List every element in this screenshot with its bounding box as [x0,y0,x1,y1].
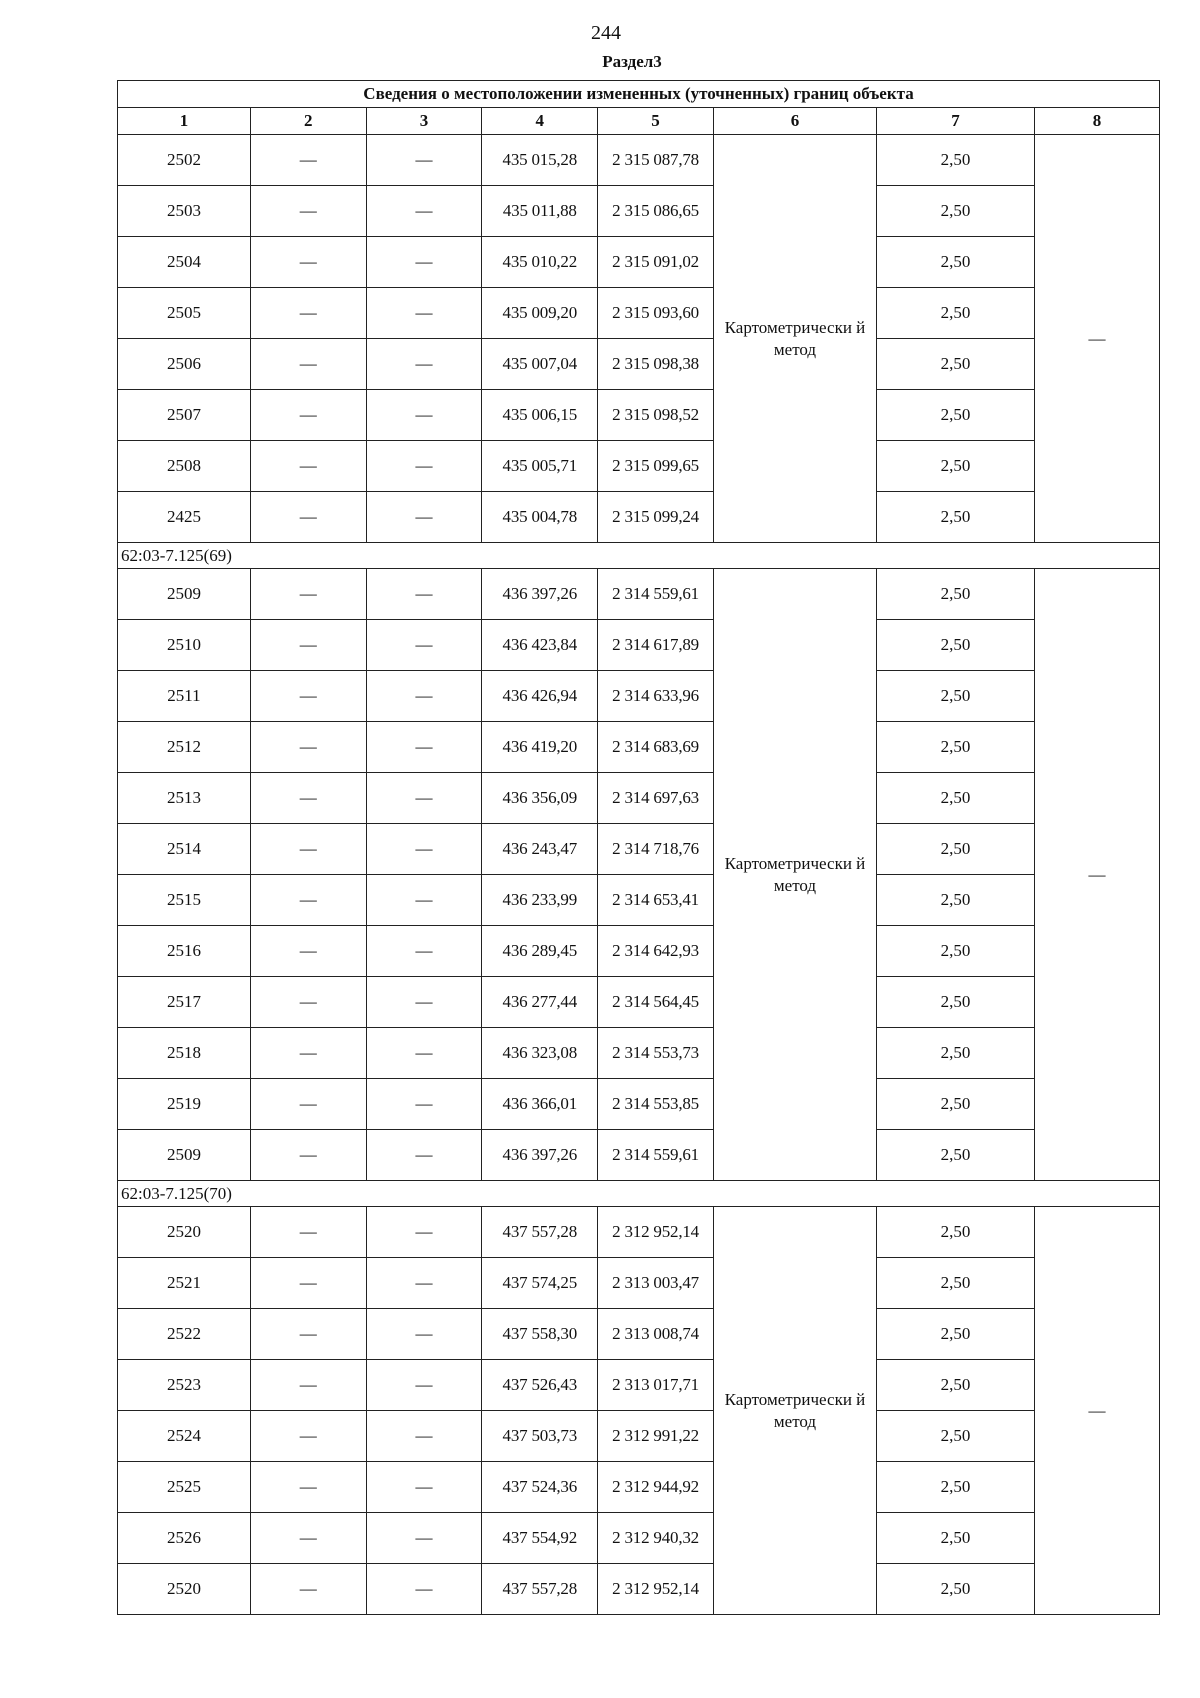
coordinate-y-cell: 2 312 944,92 [598,1462,714,1513]
column-number: 2 [250,108,366,135]
accuracy-cell: 2,50 [877,1258,1035,1309]
point-number-cell: 2505 [118,288,251,339]
column-3-cell: — [366,1411,482,1462]
point-number-cell: 2504 [118,237,251,288]
table-row [118,237,1160,288]
table-row [118,671,1160,722]
point-number-cell: 2524 [118,1411,251,1462]
coordinate-y-cell: 2 314 683,69 [598,722,714,773]
coordinate-y-cell: 2 312 952,14 [598,1564,714,1615]
point-number-cell: 2507 [118,390,251,441]
table-row [118,569,1160,620]
column-3-cell: — [366,1079,482,1130]
column-3-cell: — [366,390,482,441]
table-row [118,1130,1160,1181]
point-number-cell: 2523 [118,1360,251,1411]
table-row [118,186,1160,237]
accuracy-cell: 2,50 [877,1028,1035,1079]
table-row [118,1309,1160,1360]
coordinate-y-cell: 2 314 564,45 [598,977,714,1028]
accuracy-cell: 2,50 [877,339,1035,390]
coordinate-y-cell: 2 315 086,65 [598,186,714,237]
column-2-cell: — [250,671,366,722]
table-row [118,926,1160,977]
table-row [118,1513,1160,1564]
coordinate-y-cell: 2 314 559,61 [598,1130,714,1181]
column-3-cell: — [366,773,482,824]
coordinate-y-cell: 2 314 553,85 [598,1079,714,1130]
accuracy-cell: 2,50 [877,288,1035,339]
accuracy-cell: 2,50 [877,824,1035,875]
column-2-cell: — [250,237,366,288]
column-number: 5 [598,108,714,135]
coordinate-x-cell: 437 557,28 [482,1207,598,1258]
coordinate-x-cell: 437 574,25 [482,1258,598,1309]
coordinate-y-cell: 2 315 098,38 [598,339,714,390]
column-2-cell: — [250,1513,366,1564]
coordinate-y-cell: 2 314 559,61 [598,569,714,620]
table-row [118,1564,1160,1615]
accuracy-cell: 2,50 [877,620,1035,671]
coordinate-x-cell: 436 397,26 [482,1130,598,1181]
table-row [118,1207,1160,1258]
point-number-cell: 2509 [118,1130,251,1181]
column-3-cell: — [366,620,482,671]
accuracy-cell: 2,50 [877,237,1035,288]
column-number: 4 [482,108,598,135]
column-2-cell: — [250,492,366,543]
accuracy-cell: 2,50 [877,441,1035,492]
coordinate-x-cell: 435 004,78 [482,492,598,543]
coordinate-y-cell: 2 315 099,24 [598,492,714,543]
table-row [118,441,1160,492]
column-3-cell: — [366,339,482,390]
column-number: 7 [877,108,1035,135]
coordinate-x-cell: 436 423,84 [482,620,598,671]
coordinate-y-cell: 2 314 633,96 [598,671,714,722]
column-2-cell: — [250,1360,366,1411]
point-number-cell: 2514 [118,824,251,875]
point-number-cell: 2525 [118,1462,251,1513]
column-2-cell: — [250,926,366,977]
coordinate-x-cell: 437 554,92 [482,1513,598,1564]
cadastral-group-label: 62:03-7.125(69) [118,543,1160,569]
coordinate-y-cell: 2 314 653,41 [598,875,714,926]
table-row [118,773,1160,824]
coordinate-x-cell: 436 277,44 [482,977,598,1028]
method-cell: Картометрически й метод [713,569,876,1181]
column-3-cell: — [366,237,482,288]
coordinate-y-cell: 2 313 017,71 [598,1360,714,1411]
point-number-cell: 2517 [118,977,251,1028]
column-3-cell: — [366,1207,482,1258]
column-3-cell: — [366,722,482,773]
method-cell: Картометрически й метод [713,135,876,543]
coordinate-x-cell: 436 323,08 [482,1028,598,1079]
column-number: 1 [118,108,251,135]
coordinate-x-cell: 436 356,09 [482,773,598,824]
column-8-cell: — [1035,569,1160,1181]
coordinate-x-cell: 435 009,20 [482,288,598,339]
accuracy-cell: 2,50 [877,492,1035,543]
point-number-cell: 2521 [118,1258,251,1309]
column-3-cell: — [366,1258,482,1309]
column-2-cell: — [250,1309,366,1360]
boundary-table [117,80,1160,1615]
coordinate-y-cell: 2 315 098,52 [598,390,714,441]
column-3-cell: — [366,441,482,492]
column-3-cell: — [366,288,482,339]
accuracy-cell: 2,50 [877,1130,1035,1181]
accuracy-cell: 2,50 [877,1462,1035,1513]
table-row [118,339,1160,390]
point-number-cell: 2526 [118,1513,251,1564]
point-number-cell: 2510 [118,620,251,671]
accuracy-cell: 2,50 [877,1309,1035,1360]
table-row [118,977,1160,1028]
column-2-cell: — [250,441,366,492]
point-number-cell: 2520 [118,1207,251,1258]
column-2-cell: — [250,569,366,620]
column-number: 8 [1035,108,1160,135]
column-number: 3 [366,108,482,135]
coordinate-y-cell: 2 314 617,89 [598,620,714,671]
coordinate-x-cell: 435 011,88 [482,186,598,237]
column-3-cell: — [366,1564,482,1615]
page-number: 244 [591,22,621,44]
point-number-cell: 2509 [118,569,251,620]
coordinate-x-cell: 436 233,99 [482,875,598,926]
coordinate-y-cell: 2 312 991,22 [598,1411,714,1462]
column-2-cell: — [250,135,366,186]
group-label-row [118,543,1160,569]
column-3-cell: — [366,824,482,875]
cadastral-group-label: 62:03-7.125(70) [118,1181,1160,1207]
column-3-cell: — [366,569,482,620]
table-row [118,1028,1160,1079]
coordinate-x-cell: 437 526,43 [482,1360,598,1411]
section-title: Раздел3 [602,52,662,71]
table-row [118,390,1160,441]
point-number-cell: 2518 [118,1028,251,1079]
accuracy-cell: 2,50 [877,773,1035,824]
table-row [118,722,1160,773]
coordinate-x-cell: 436 426,94 [482,671,598,722]
column-2-cell: — [250,186,366,237]
point-number-cell: 2513 [118,773,251,824]
point-number-cell: 2522 [118,1309,251,1360]
table-row [118,875,1160,926]
column-3-cell: — [366,977,482,1028]
accuracy-cell: 2,50 [877,671,1035,722]
coordinate-x-cell: 436 366,01 [482,1079,598,1130]
table-row [118,620,1160,671]
column-2-cell: — [250,1462,366,1513]
accuracy-cell: 2,50 [877,186,1035,237]
coordinate-x-cell: 436 289,45 [482,926,598,977]
table-row [118,1360,1160,1411]
column-3-cell: — [366,1462,482,1513]
coordinate-y-cell: 2 314 642,93 [598,926,714,977]
column-2-cell: — [250,339,366,390]
coordinate-x-cell: 435 010,22 [482,237,598,288]
column-2-cell: — [250,824,366,875]
column-2-cell: — [250,1079,366,1130]
method-cell: Картометрически й метод [713,1207,876,1615]
coordinate-y-cell: 2 315 099,65 [598,441,714,492]
coordinate-x-cell: 437 558,30 [482,1309,598,1360]
accuracy-cell: 2,50 [877,926,1035,977]
column-2-cell: — [250,1258,366,1309]
column-3-cell: — [366,1028,482,1079]
column-number: 6 [713,108,876,135]
column-3-cell: — [366,135,482,186]
group-label-row [118,1181,1160,1207]
table-row [118,288,1160,339]
column-2-cell: — [250,1207,366,1258]
column-3-cell: — [366,1513,482,1564]
column-3-cell: — [366,926,482,977]
accuracy-cell: 2,50 [877,135,1035,186]
table-row [118,824,1160,875]
column-2-cell: — [250,1130,366,1181]
accuracy-cell: 2,50 [877,1411,1035,1462]
coordinate-x-cell: 437 524,36 [482,1462,598,1513]
column-3-cell: — [366,1309,482,1360]
coordinate-x-cell: 435 006,15 [482,390,598,441]
coordinate-x-cell: 435 005,71 [482,441,598,492]
point-number-cell: 2519 [118,1079,251,1130]
accuracy-cell: 2,50 [877,977,1035,1028]
table-row [118,135,1160,186]
column-2-cell: — [250,773,366,824]
table-row [118,1258,1160,1309]
point-number-cell: 2515 [118,875,251,926]
coordinate-x-cell: 436 419,20 [482,722,598,773]
coordinate-y-cell: 2 313 008,74 [598,1309,714,1360]
column-3-cell: — [366,492,482,543]
coordinate-y-cell: 2 314 718,76 [598,824,714,875]
table-row [118,1462,1160,1513]
column-3-cell: — [366,1360,482,1411]
column-2-cell: — [250,977,366,1028]
table-body [118,135,1160,1615]
point-number-cell: 2508 [118,441,251,492]
coordinate-x-cell: 437 503,73 [482,1411,598,1462]
coordinate-x-cell: 435 015,28 [482,135,598,186]
point-number-cell: 2425 [118,492,251,543]
point-number-cell: 2511 [118,671,251,722]
table-row [118,492,1160,543]
column-8-cell: — [1035,135,1160,543]
column-number-row [118,108,1160,135]
accuracy-cell: 2,50 [877,1079,1035,1130]
table-row [118,1411,1160,1462]
point-number-cell: 2503 [118,186,251,237]
point-number-cell: 2506 [118,339,251,390]
accuracy-cell: 2,50 [877,1360,1035,1411]
coordinate-y-cell: 2 314 553,73 [598,1028,714,1079]
column-2-cell: — [250,620,366,671]
coordinate-x-cell: 435 007,04 [482,339,598,390]
column-2-cell: — [250,875,366,926]
table-title: Сведения о местоположении измененных (уточненных) границ объекта [118,81,1160,108]
accuracy-cell: 2,50 [877,569,1035,620]
accuracy-cell: 2,50 [877,390,1035,441]
coordinate-y-cell: 2 312 952,14 [598,1207,714,1258]
coordinate-y-cell: 2 315 087,78 [598,135,714,186]
coordinate-y-cell: 2 313 003,47 [598,1258,714,1309]
point-number-cell: 2516 [118,926,251,977]
column-2-cell: — [250,1564,366,1615]
column-8-cell: — [1035,1207,1160,1615]
table-row [118,1079,1160,1130]
accuracy-cell: 2,50 [877,875,1035,926]
column-3-cell: — [366,671,482,722]
point-number-cell: 2512 [118,722,251,773]
accuracy-cell: 2,50 [877,1207,1035,1258]
point-number-cell: 2520 [118,1564,251,1615]
column-3-cell: — [366,186,482,237]
column-2-cell: — [250,1411,366,1462]
point-number-cell: 2502 [118,135,251,186]
column-3-cell: — [366,1130,482,1181]
coordinate-x-cell: 436 397,26 [482,569,598,620]
coordinate-x-cell: 436 243,47 [482,824,598,875]
accuracy-cell: 2,50 [877,1513,1035,1564]
column-3-cell: — [366,875,482,926]
column-2-cell: — [250,390,366,441]
column-2-cell: — [250,1028,366,1079]
accuracy-cell: 2,50 [877,1564,1035,1615]
column-2-cell: — [250,722,366,773]
coordinate-y-cell: 2 314 697,63 [598,773,714,824]
coordinate-y-cell: 2 315 091,02 [598,237,714,288]
coordinate-x-cell: 437 557,28 [482,1564,598,1615]
coordinate-y-cell: 2 312 940,32 [598,1513,714,1564]
accuracy-cell: 2,50 [877,722,1035,773]
coordinate-y-cell: 2 315 093,60 [598,288,714,339]
column-2-cell: — [250,288,366,339]
